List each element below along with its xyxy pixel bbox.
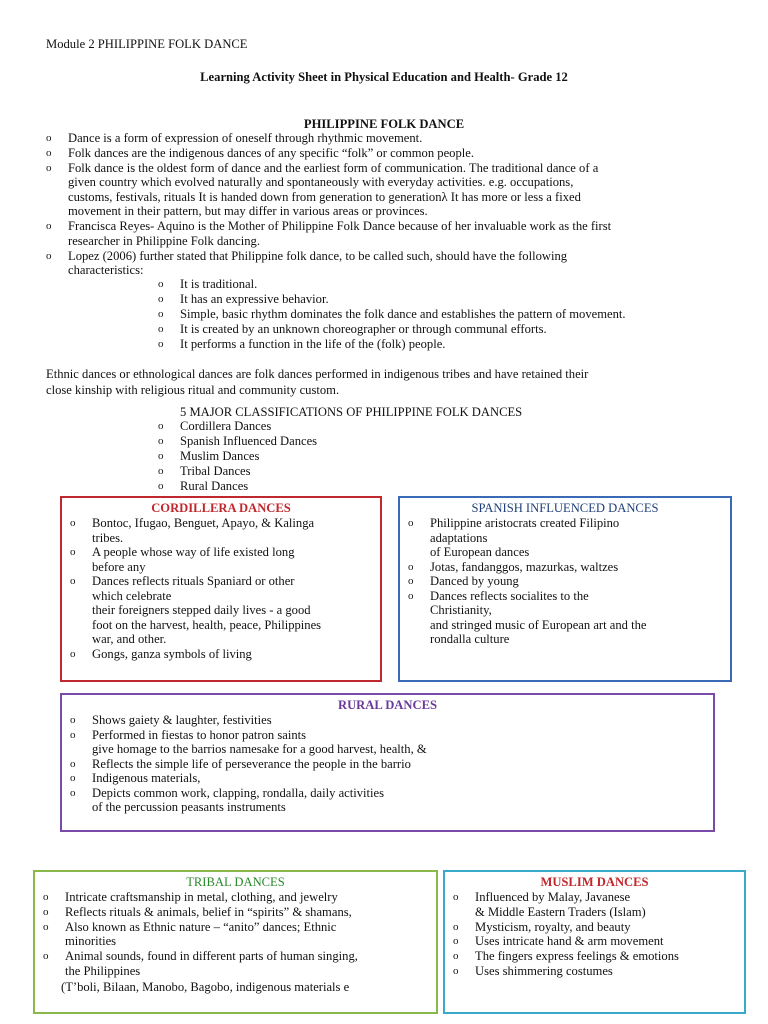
box-item-text: Depicts common work, clapping, rondalla, daily activities (92, 785, 385, 800)
box-item-text: Reflects the simple life of perseverance the people in the barrio (92, 756, 411, 771)
list-item-text: It is traditional. (180, 277, 258, 291)
rural-dances-box (60, 693, 715, 832)
box-item-text: Influenced by Malay, Javanese (475, 890, 631, 904)
bullet-marker: o (46, 132, 52, 144)
bullet-marker: o (46, 146, 52, 159)
paragraph-line: close kinship with religious ritual and community custom. (46, 383, 340, 397)
bullet-marker: o (158, 308, 164, 320)
rural-dances-title: RURAL DANCES (337, 698, 437, 712)
worksheet-title: Learning Activity Sheet in Physical Education and Health- Grade 12 (200, 70, 568, 84)
bullet-marker: o (43, 905, 49, 918)
classifications-title: 5 MAJOR CLASSIFICATIONS OF PHILIPPINE FOLK DANCES (180, 405, 523, 419)
bullet-marker: o (70, 772, 76, 784)
bullet-marker: o (70, 575, 76, 587)
box-item-text: Bontoc, Ifugao, Benguet, Apayo, & Kalinga (92, 516, 315, 530)
list-item-text: characteristics: (68, 263, 144, 278)
box-item-text: the Philippines (65, 964, 141, 978)
bullet-marker: o (43, 920, 49, 933)
bullet-marker: o (70, 757, 76, 770)
box-item-text: and stringed music of European art and the (430, 617, 647, 632)
bullet-marker: o (408, 560, 414, 573)
list-item-text: Muslim Dances (180, 449, 260, 463)
module-label: Module 2 PHILIPPINE FOLK DANCE (46, 37, 248, 51)
box-item-text: Christianity, (430, 603, 492, 617)
box-item-text: Also known as Ethnic nature – “anito” dances; Ethnic (65, 919, 337, 934)
box-item-text: Dances reflects socialites to the (430, 588, 589, 603)
box-item-text: Mysticism, royalty, and beauty (475, 919, 631, 934)
box-item-text: rondalla culture (430, 632, 510, 646)
bullet-marker: o (453, 935, 459, 948)
list-item-text: movement in their pattern, but may differ in various areas or provinces. (68, 204, 428, 219)
box-item-text: war, and other. (92, 632, 167, 646)
bullet-marker: o (408, 575, 414, 587)
bullet-marker: o (158, 465, 164, 477)
bullet-marker: o (70, 517, 76, 529)
bullet-marker: o (158, 435, 164, 447)
box-item-text: Danced by young (430, 574, 519, 588)
list-item-text: Dance is a form of expression of oneself through rhythmic movement. (68, 131, 423, 145)
box-item-text: Uses intricate hand & arm movement (475, 934, 664, 949)
tribal-dances-box (33, 870, 438, 1014)
bullet-marker: o (453, 891, 459, 903)
list-item-text: Cordillera Dances (180, 419, 272, 433)
list-item-text: Rural Dances (180, 479, 249, 493)
box-item-text: adaptations (430, 530, 488, 545)
list-item-text: It has an expressive behavior. (180, 292, 329, 306)
box-item-text: Performed in fiestas to honor patron saints (92, 727, 307, 742)
bullet-marker: o (70, 786, 76, 799)
bullet-marker: o (408, 589, 414, 602)
bullet-marker: o (46, 220, 52, 233)
box-item-text: & Middle Eastern Traders (Islam) (475, 904, 646, 919)
bullet-marker: o (70, 647, 76, 660)
bullet-marker: o (453, 950, 459, 963)
bullet-marker: o (158, 450, 164, 462)
box-item-text: which celebrate (92, 588, 172, 603)
bullet-marker: o (158, 293, 164, 305)
box-item-text: Philippine aristocrats created Filipino (430, 516, 620, 530)
list-item-text: Lopez (2006) further stated that Philippine folk dance, to be called such, should have the following (68, 248, 568, 263)
box-item-text: Animal sounds, found in different parts of human singing, (65, 949, 358, 964)
list-item-text: customs, festivals, rituals It is handed down from generation to generationλ It has more or less a fixed (68, 189, 581, 204)
bullet-marker: o (158, 323, 164, 335)
box-item-text: Indigenous materials, (92, 771, 201, 785)
list-item-text: Folk dances are the indigenous dances of any specific “folk” or common people. (68, 145, 475, 160)
bullet-marker: o (70, 714, 76, 726)
list-item-text: It performs a function in the life of the (folk) people. (180, 337, 446, 351)
box-item-text: foot on the harvest, health, peace, Philippines (92, 617, 322, 632)
box-item-text: Gongs, ganza symbols of living (92, 646, 252, 661)
cordillera-dances-box (60, 496, 382, 682)
list-item-text: It is created by an unknown choreographer or through communal efforts. (180, 322, 547, 336)
bullet-marker: o (43, 891, 49, 903)
box-item-text: minorities (65, 934, 117, 949)
box-item-text: of European dances (430, 545, 530, 559)
bullet-marker: o (158, 480, 164, 492)
list-item-text: researcher in Philippine Folk dancing. (68, 233, 261, 248)
list-item-text: given country which evolved naturally and spontaneously with everyday activities. e.g. occupations, (68, 175, 574, 190)
tribal-examples-text: (T’boli, Bilaan, Manobo, Bagobo, indigenous materials e (61, 979, 350, 994)
box-item-text: tribes. (92, 530, 124, 545)
box-item-text: Uses shimmering costumes (475, 964, 613, 978)
bullet-marker: o (70, 728, 76, 741)
bullet-marker: o (158, 420, 164, 432)
list-item-text: Simple, basic rhythm dominates the folk dance and establishes the pattern of movement. (180, 307, 626, 321)
list-item-text: Tribal Dances (180, 464, 251, 478)
list-item-text: Spanish Influenced Dances (180, 434, 318, 448)
spanish-influenced-dances-title: SPANISH INFLUENCED DANCES (471, 501, 659, 515)
bullet-marker: o (408, 517, 414, 529)
muslim-dances-title: MUSLIM DANCES (540, 875, 649, 889)
bullet-marker: o (453, 965, 459, 977)
box-item-text: of the percussion peasants instruments (92, 800, 286, 814)
paragraph-line: Ethnic dances or ethnological dances are folk dances performed in indigenous tribes and have retained their (46, 367, 589, 381)
box-item-text: Jotas, fandanggos, mazurkas, waltzes (430, 559, 619, 574)
spanish-influenced-dances-box (398, 496, 732, 682)
bullet-marker: o (158, 278, 164, 290)
box-item-text: their foreigners stepped daily lives - a good (92, 603, 311, 617)
box-item-text: give homage to the barrios namesake for a good harvest, health, & (92, 742, 427, 756)
list-item-text: Francisca Reyes- Aquino is the Mother of Philippine Folk Dance because of her invaluable work as the first (68, 219, 612, 234)
box-item-text: Shows gaiety & laughter, festivities (92, 713, 272, 727)
bullet-marker: o (43, 950, 49, 963)
list-item-text: Folk dance is the oldest form of dance and the earliest form of communication. The traditional dance of a (68, 160, 599, 175)
muslim-dances-box (443, 870, 746, 1014)
cordillera-dances-title: CORDILLERA DANCES (151, 501, 291, 515)
tribal-dances-title: TRIBAL DANCES (186, 875, 285, 889)
bullet-marker: o (158, 338, 164, 350)
bullet-marker: o (70, 546, 76, 558)
box-item-text: A people whose way of life existed long (92, 545, 295, 559)
box-item-text: Intricate craftsmanship in metal, clothing, and jewelry (65, 890, 338, 904)
box-item-text: Dances reflects rituals Spaniard or other (92, 574, 295, 588)
box-item-text: The fingers express feelings & emotions (475, 949, 679, 964)
bullet-marker: o (46, 161, 52, 174)
section-title: PHILIPPINE FOLK DANCE (303, 117, 465, 131)
bullet-marker: o (46, 249, 52, 262)
bullet-marker: o (453, 920, 459, 933)
box-item-text: before any (92, 559, 146, 574)
box-item-text: Reflects rituals & animals, belief in “spirits” & shamans, (65, 904, 352, 919)
